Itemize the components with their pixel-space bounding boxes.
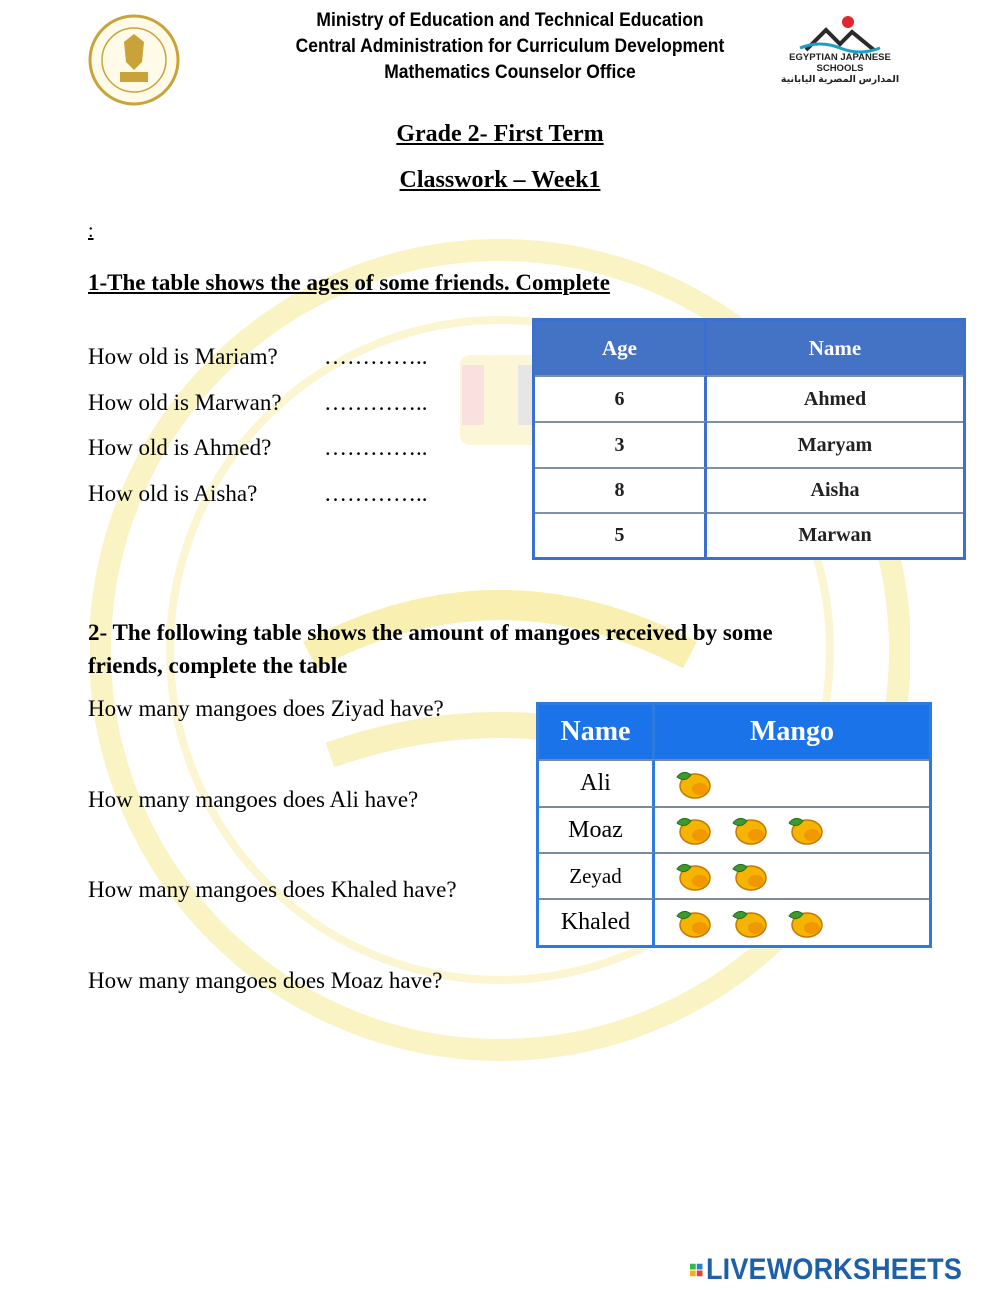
header-line-administration: Central Administration for Curriculum Development bbox=[295, 36, 725, 57]
name-cell: Ahmed bbox=[707, 375, 963, 421]
mango-table bbox=[536, 702, 932, 948]
mango-icon bbox=[729, 906, 769, 940]
age-cell: 6 bbox=[535, 375, 707, 421]
ministry-seal-logo bbox=[88, 14, 180, 106]
mango-question: How many mangoes does Moaz have? bbox=[88, 968, 443, 993]
column-header-name: Name bbox=[539, 705, 655, 759]
table-row bbox=[539, 898, 929, 945]
page-title: Grade 2- First Term bbox=[396, 121, 604, 147]
table-row bbox=[535, 375, 963, 421]
mango-icon bbox=[673, 767, 713, 801]
mango-icon bbox=[729, 859, 769, 893]
header-line-ministry: Ministry of Education and Technical Education bbox=[316, 10, 704, 31]
column-header-name: Name bbox=[707, 321, 963, 375]
ages-table bbox=[532, 318, 966, 560]
ages-table-header bbox=[535, 321, 963, 375]
answer-blank[interactable]: ………….. bbox=[324, 481, 428, 506]
mango-table-header bbox=[539, 705, 929, 759]
mango-cell bbox=[655, 759, 929, 806]
header-title-block bbox=[271, 8, 749, 86]
table-row bbox=[539, 759, 929, 806]
liveworksheets-brand bbox=[690, 1250, 990, 1290]
age-cell: 8 bbox=[535, 467, 707, 512]
section2-heading: 2- The following table shows the amount of mangoes received by some friends, complete the table bbox=[88, 620, 773, 678]
age-question: How old is Aisha? ………….. bbox=[88, 481, 428, 506]
answer-blank[interactable]: ………….. bbox=[324, 390, 428, 415]
mango-cell bbox=[655, 806, 929, 852]
section1-heading: 1-The table shows the ages of some friends. Complete bbox=[88, 270, 610, 295]
age-cell: 5 bbox=[535, 512, 707, 557]
mango-icon bbox=[673, 813, 713, 847]
age-question: How old is Marwan? ………….. bbox=[88, 390, 428, 415]
column-header-mango: Mango bbox=[655, 705, 929, 759]
mango-icon bbox=[673, 906, 713, 940]
mango-icon bbox=[785, 906, 825, 940]
table-row bbox=[535, 512, 963, 557]
table-row bbox=[539, 852, 929, 898]
ejs-logo-text: EGYPTIAN JAPANESE SCHOOLS المدارس المصرية اليابانية bbox=[780, 52, 900, 85]
name-cell: Moaz bbox=[539, 806, 655, 852]
answer-blank[interactable]: ………….. bbox=[324, 435, 428, 460]
name-cell: Aisha bbox=[707, 467, 963, 512]
table-row bbox=[535, 421, 963, 467]
mango-cell bbox=[655, 852, 929, 898]
name-cell: Maryam bbox=[707, 421, 963, 467]
mango-cell bbox=[655, 898, 929, 945]
table-row bbox=[535, 467, 963, 512]
brand-name: LIVEWORKSHEETS bbox=[705, 1253, 962, 1286]
mango-question: How many mangoes does Khaled have? bbox=[88, 877, 457, 902]
name-cell: Ali bbox=[539, 759, 655, 806]
liveworksheets-logo-icon bbox=[690, 1258, 703, 1282]
age-cell: 3 bbox=[535, 421, 707, 467]
name-cell: Zeyad bbox=[539, 852, 655, 898]
name-cell: Marwan bbox=[707, 512, 963, 557]
mango-question: How many mangoes does Ali have? bbox=[88, 787, 419, 812]
mango-icon bbox=[673, 859, 713, 893]
mango-icon bbox=[729, 813, 769, 847]
name-cell: Khaled bbox=[539, 898, 655, 945]
mango-icon bbox=[785, 813, 825, 847]
age-question: How old is Ahmed? ………….. bbox=[88, 435, 428, 460]
mango-question: How many mangoes does Ziyad have? bbox=[88, 696, 444, 721]
age-question: How old is Mariam? ………….. bbox=[88, 344, 428, 369]
column-header-age: Age bbox=[535, 321, 707, 375]
colon-mark: : bbox=[88, 220, 94, 242]
table-row bbox=[539, 806, 929, 852]
page-subtitle: Classwork – Week1 bbox=[399, 167, 601, 193]
answer-blank[interactable]: ………….. bbox=[324, 344, 428, 369]
header-line-office: Mathematics Counselor Office bbox=[384, 62, 636, 83]
